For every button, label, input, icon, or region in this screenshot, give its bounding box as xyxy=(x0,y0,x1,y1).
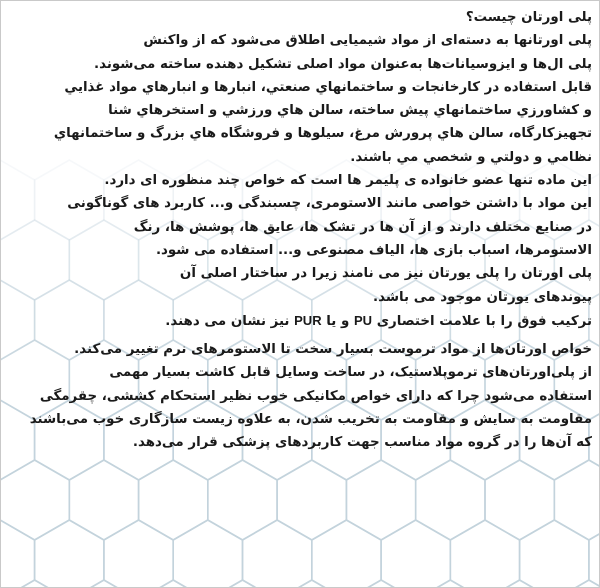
paragraph-3-line-5: پلی اورتان را پلی یورتان نیز می نامند زیرا در ساختار اصلی آن xyxy=(179,266,592,282)
abbreviation-after: نیز نشان می دهند. xyxy=(165,313,290,329)
paragraph-4-line-1: خواص اورتان‌ها از مواد ترموست بسیار سخت تا الاستومرهای نرم تغییر می‌کند. xyxy=(74,342,592,358)
paragraph-4-line-4: مقاومت به سایش و مقاومت به تخریب شدن، به علاوه زیست سازگاری خوب می‌باشند xyxy=(29,412,592,428)
paragraph-2-line-1: قابل استفاده در کارخانجات و ساختمانهاي صنعتي، انبارها و انبارهاي مواد غذايي xyxy=(64,79,592,95)
paragraph-2-line-4: نظامي و دولتي و شخصي مي باشند. xyxy=(350,149,592,165)
paragraph-4-line-5: که آن‌ها را در گروه مواد مناسب جهت کاربردهای پزشکی قرار می‌دهد. xyxy=(132,435,592,451)
abbreviation-middle: و یا xyxy=(326,313,350,329)
paragraph-2-line-2: و كشاورزي ساختمانهاي پيش ساخته، سالن هاي ورزشي و استخرهاي شنا xyxy=(108,103,592,119)
abbreviation-pu: PU xyxy=(353,312,373,328)
paragraph-2-line-3: تجهيزكارگاه، سالن هاي پرورش مرغ، سيلوها و فروشگاه هاي بزرگ و ساختمانهاي xyxy=(53,126,592,142)
abbreviation-pur: PUR xyxy=(294,312,322,328)
document-title: پلی اورتان چیست؟ xyxy=(465,10,592,25)
paragraph-3-line-2: این مواد با داشتن خواصی مانند الاستومری، چسبندگی و... کاربرد های گوناگونی xyxy=(67,196,592,212)
paragraph-4-line-3: استفاده می‌شود چرا که دارای خواص مکانیکی خوب نظیر استحکام کششی، چقرمگی xyxy=(39,388,592,404)
paragraph-3-line-3: در صنایع مختلف دارند و از آن ها در تشک ها، عایق ها، پوشش ها، رنگ xyxy=(133,219,592,235)
paragraph-1-line-1: پلی اورتانها به دسته‌ای از مواد شیمیایی اطلاق می‌شود که از واکنش xyxy=(143,33,592,49)
abbreviation-before: ترکیب فوق را با علامت اختصاری xyxy=(376,313,592,329)
paragraph-3-line-1: این ماده تنها عضو خانواده ی پلیمر ها است که خواص چند منظوره ای دارد. xyxy=(104,173,592,189)
document-body xyxy=(8,6,592,584)
abbreviation-line xyxy=(8,309,592,332)
paragraph-4-line-2: از پلی‌اورتان‌های ترموپلاستیک، در ساخت وسایل قابل کاشت بسیار مهمی xyxy=(109,365,592,381)
paragraph-3-line-4: الاستومرها، اسباب بازی ها، الیاف مصنوعی و... استفاده می شود. xyxy=(155,242,592,258)
paragraph-1-line-2: پلی ال‌ها و ایزوسیانات‌ها به‌عنوان مواد اصلی تشکیل دهنده ساخته می‌شوند. xyxy=(94,56,592,72)
paragraph-3-line-6: پیوندهای یورتان موجود می باشد. xyxy=(373,289,592,305)
